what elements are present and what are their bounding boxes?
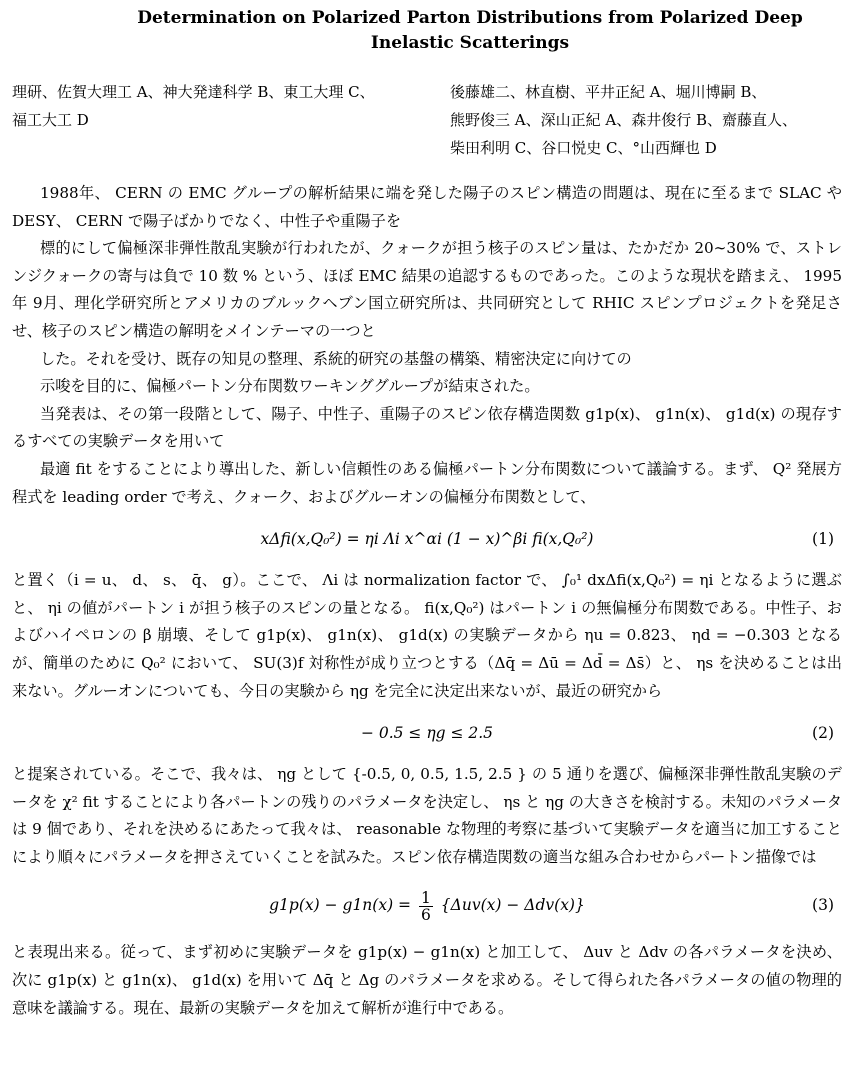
- fraction-numerator: 1: [420, 888, 431, 907]
- author-line-3: 柴田利明 C、谷口悦史 C、°山西輝也 D: [450, 139, 717, 157]
- paper-title: [100, 6, 840, 56]
- paragraph-presentation: 当発表は、その第一段階として、陽子、中性子、重陽子のスピン依存構造関数 g1p(x)、 g1n(x)、 g1d(x) の現存するすべての実験データを用いて: [12, 404, 842, 451]
- equation-3: [12, 879, 842, 931]
- paragraph-working-group-2: 示唆を目的に、偏極パートン分布関数ワーキンググループが結束された。: [40, 377, 540, 396]
- equation-2-body: − 0.5 ≤ ηg ≤ 2.5: [360, 724, 494, 743]
- paragraph-working-group-1: した。それを受け、既存の知見の整理、系統的研究の基盤の構築、精密決定に向けての: [40, 349, 632, 368]
- equation-3-lhs: g1p(x) − g1n(x) =: [269, 896, 412, 915]
- fraction-denominator: 6: [420, 905, 431, 924]
- author-list: [450, 78, 850, 162]
- equation-2: [12, 713, 842, 753]
- affiliation-line-1: 理研、佐賀大理工 A、神大発達科学 B、東工大理 C、: [12, 83, 375, 101]
- paragraph-definitions: と置く（i = u、 d、 s、 q̄、 g）。ここで、 Λi は normalization factor で、 ∫₀¹ dxΔfi(x,Q₀²) = ηi となるように選ぶと、 ηi の値がパートン i が担う核子のスピンの量となる。 fi(x,Q₀²) はパートン i の無偏極分布関数である。中性子、およびハイペロンの β 崩壊、そして g1p(x)、 g1n(x)、 g1d(x) の実験データから ηu = 0.823、 ηd = −0.303 となるが、簡単のために Q₀² において、 SU(3)f 対称性が成り立つとする（Δq̄ = Δū = Δd̄ = Δs̄）と、 ηs を決めることは出来ない。グルーオンについても、今日の実験から ηg を完全に決定出来ないが、最近の研究から: [12, 571, 842, 700]
- affiliation-line-2: 福工大工 D: [12, 111, 89, 129]
- paragraph-experiments: 標的にして偏極深非弾性散乱実験が行われたが、クォークが担う核子のスピン量は、たかだか 20∼30% で、ストレンジクォークの寄与は負で 10 数 % という、ほぼ EMC 結果の追認するものであった。このような現状を踏まえ、 1995年 9月、理化学研究所とアメリカのブルックヘブン国立研究所は、共同研究として RHIC スピンプロジェクトを発足させ、核子のスピン構造の解明をメインテーマの一つと: [12, 239, 842, 340]
- affiliations: [12, 78, 432, 134]
- paragraph-conclusion: と表現出来る。従って、まず初めに実験データを g1p(x) − g1n(x) と加工して、 Δuv と Δdv の各パラメータを決め、次に g1p(x) と g1n(x)、 g1d(x) を用いて Δq̄ と Δg のパラメータを求める。そして得られた各パラメータの値の物理的意味を議論する。現在、最新の実験データを加えて解析が進行中である。: [12, 943, 842, 1017]
- equation-1: [12, 519, 842, 559]
- equation-3-rhs: {Δuv(x) − Δdv(x)}: [440, 896, 585, 915]
- equation-1-body: xΔfi(x,Q₀²) = ηi Λi x^αi (1 − x)^βi fi(x,Q₀²): [260, 530, 594, 549]
- paragraph-intro: 1988年、 CERN の EMC グループの解析結果に端を発した陽子のスピン構造の問題は、現在に至るまで SLAC や DESY、 CERN で陽子ばかりでなく、中性子や重陽子を: [12, 184, 842, 230]
- author-line-1: 後藤雄二、林直樹、平井正紀 A、堀川博嗣 B、: [450, 83, 767, 101]
- equation-2-number: (2): [812, 724, 834, 743]
- equation-3-number: (3): [812, 896, 834, 915]
- equation-1-number: (1): [812, 530, 834, 549]
- title-line-2: Inelastic Scatterings: [370, 33, 570, 53]
- author-line-2: 熊野俊三 A、深山正紀 A、森井俊行 B、齋藤直人、: [450, 111, 797, 129]
- paper-body: [12, 180, 842, 1022]
- paragraph-fit: と提案されている。そこで、我々は、 ηg として {-0.5, 0, 0.5, 1.5, 2.5 } の 5 通りを選び、偏極深非弾性散乱実験のデータを χ² fit することにより各パートンの残りのパラメータを決定し、 ηs と ηg の大きさを検討する。未知のパラメータは 9 個であり、それを決めるにあたって我々は、 reasonable な物理的考察に基づいて実験データを適当に加工することにより順々にパラメータを押さえていくことを試みた。スピン依存構造関数の適当な組み合わせからパートン描像では: [12, 765, 842, 866]
- equation-3-body: [12, 879, 842, 931]
- title-line-1: Determination on Polarized Parton Distributions from Polarized Deep: [137, 8, 803, 28]
- paragraph-method: 最適 fit をすることにより導出した、新しい信頼性のある偏極パートン分布関数について議論する。まず、 Q² 発展方程式を leading order で考え、クォーク、およびグルーオンの偏極分布関数として、: [12, 459, 842, 506]
- equation-3-fraction: [419, 890, 433, 923]
